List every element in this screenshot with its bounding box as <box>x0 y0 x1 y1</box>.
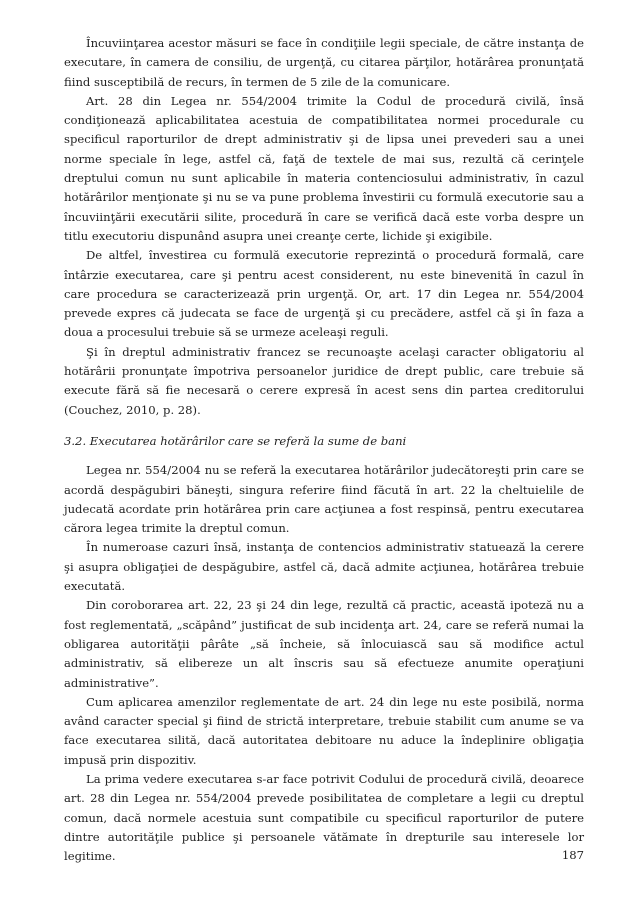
paragraph-3: De altfel, învestirea cu formulă executorie reprezintă o procedură formală, care întârzie executarea, care şi pentru acest considerent, nu este binevenită în cazul în care procedura se caracterizează prin urgenţă. Or, art. 17 din Legea nr. 554/2004 prevede expres că judecata se face de urgenţă şi cu precădere, astfel că şi în faza a doua a procesului trebuie să se urmeze aceleaşi reguli. <box>64 248 584 340</box>
paragraph-8: Cum aplicarea amenzilor reglementate de art. 24 din lege nu este posibilă, norma având caracter special şi fiind de strictă interpretare, trebuie stabilit cum anume se va face executarea silită, dacă autoritatea debitoare nu aduce la îndeplinire obligaţia impusă prin dispozitiv. <box>64 694 584 767</box>
paragraph-2: Art. 28 din Legea nr. 554/2004 trimite la Codul de procedură civilă, însă condiţionează aplicabilitatea acestuia de compatibilitatea normei procedurale cu specificul raporturilor de drept administrativ şi de lipsa unei prevederi sau a unei norme speciale în lege, astfel că, faţă de textele de mai sus, rezultă că cerinţele dreptului comun nu sunt aplicabile în materia contenciosului administrativ, în cazul hotărârilor menţionate şi nu se va pune problema învestirii cu formulă executorie sau a încuviinţării executării silite, procedură în care se verifică dacă este vorba despre un titlu executoriu dispunând asupra unei creanţe certe, lichide şi exigibile. <box>64 93 584 243</box>
page-body <box>64 34 584 866</box>
paragraph-7: Din coroborarea art. 22, 23 şi 24 din lege, rezultă că practic, această ipoteză nu a fost reglementată, „scăpând” justificat de sub incidenţa art. 24, care se referă numai la obligarea autorităţii pârâte „să încheie, să înlocuiască sau să modifice actul administrativ, să elibereze un alt înscris sau să efectueze anumite operaţiuni administrative”. <box>64 598 584 690</box>
paragraph-1: Încuviinţarea acestor măsuri se face în condiţiile legii speciale, de către instanţa de executare, în camera de consiliu, de urgenţă, cu citarea părţilor, hotărârea pronunţată fiind susceptibilă de recurs, în termen de 5 zile de la comunicare. <box>64 36 584 89</box>
page-number: 187 <box>561 848 584 862</box>
section-heading: 3.2. Executarea hotărârilor care se referă la sume de bani <box>64 433 407 448</box>
paragraph-9: La prima vedere executarea s-ar face potrivit Codului de procedură civilă, deoarece art. 28 din Legea nr. 554/2004 prevede posibilitatea de completare a legii cu dreptul comun, dacă normele acestuia sunt compatibile cu specificul raporturilor de putere dintre autorităţile publice şi persoanele vătămate în drepturile sau interesele lor legitime. <box>64 771 584 864</box>
paragraph-5: Legea nr. 554/2004 nu se referă la executarea hotărârilor judecătoreşti prin care se acordă despăgubiri băneşti, singura referire fiind făcută în art. 22 la cheltuielile de judecată acordate prin hotărârea prin care acţiunea a fost respinsă, pentru executarea cărora legea trimite la dreptul comun. <box>64 463 584 536</box>
paragraph-6: În numeroase cazuri însă, instanţa de contencios administrativ statuează la cerere şi asupra obligaţiei de despăgubire, astfel că, dacă admite acţiunea, hotărârea trebuie executată. <box>64 540 584 594</box>
paragraph-4: Şi în dreptul administrativ francez se recunoaşte acelaşi caracter obligatoriu al hotărârii pronunţate împotriva persoanelor juridice de drept public, care trebuie să execute fără să fie necesară o cerere expresă în acest sens din partea creditorului (Couchez, 2010, p. 28). <box>64 344 584 417</box>
